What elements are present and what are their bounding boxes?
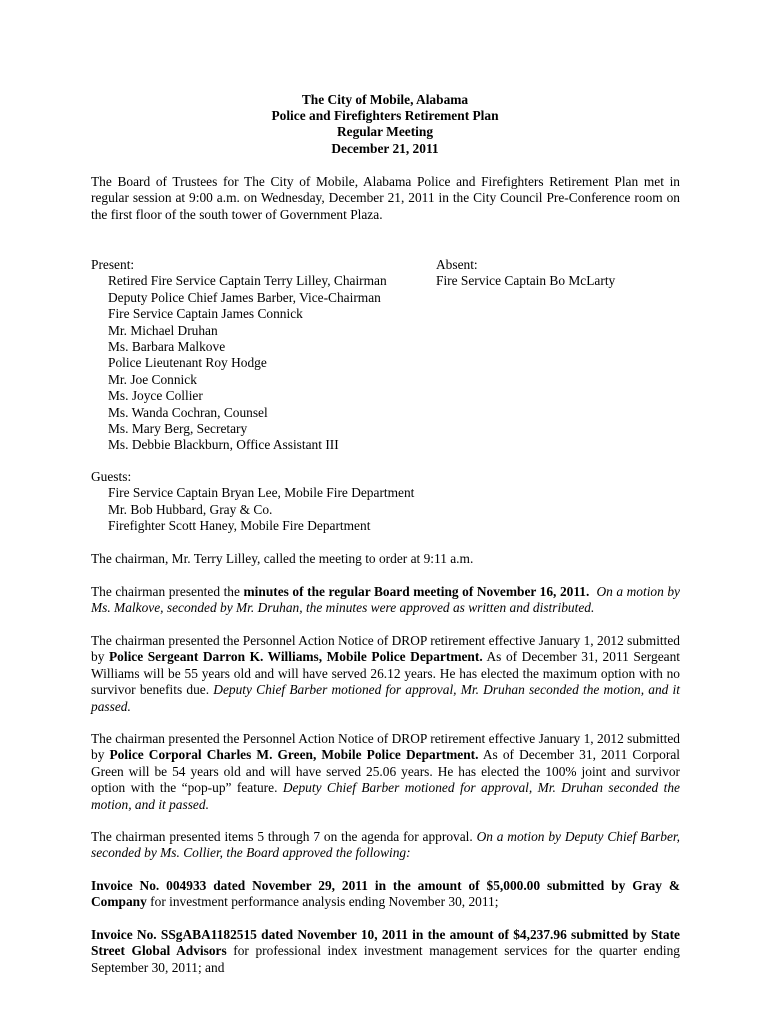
header-city: The City of Mobile, Alabama bbox=[301, 92, 469, 107]
guest-member: Fire Service Captain Bryan Lee, Mobile Fire Department bbox=[108, 485, 415, 501]
drop1-motion: Deputy Chief Barber motioned for approval, Mr. Druhan seconded the motion, and it passed. bbox=[91, 682, 680, 714]
guest-member: Firefighter Scott Haney, Mobile Fire Department bbox=[108, 518, 371, 534]
agenda-pre: The chairman presented items 5 through 7 on the agenda for approval. bbox=[91, 829, 477, 844]
present-list bbox=[91, 273, 421, 453]
present-section bbox=[91, 257, 421, 454]
agenda-paragraph bbox=[91, 829, 680, 862]
guest-member: Mr. Bob Hubbard, Gray & Co. bbox=[108, 501, 273, 517]
invoice-ssga-paragraph bbox=[91, 927, 680, 976]
invoice1-bold: Invoice No. 004933 dated November 29, 2011 in the amount of $5,000.00 submitted by Gray & Company bbox=[91, 878, 680, 910]
call-to-order-text: The chairman, Mr. Terry Lilley, called the meeting to order at 9:11 a.m. bbox=[91, 551, 474, 566]
present-member: Mr. Michael Druhan bbox=[108, 322, 218, 338]
present-member: Retired Fire Service Captain Terry Lilley, Chairman bbox=[108, 273, 387, 289]
drop-green-paragraph bbox=[91, 731, 680, 813]
header-meeting-type: Regular Meeting bbox=[336, 124, 434, 140]
agenda-motion: On a motion by Deputy Chief Barber, seconded by Ms. Collier, the Board approved the following: bbox=[91, 829, 680, 861]
invoice1-post: for investment performance analysis ending November 30, 2011; bbox=[146, 894, 499, 910]
drop1-post: As of December 31, 2011 Sergeant Williams will be 55 years old and will have served 26.12 years. He has elected the maximum option with no survivor benefits due. bbox=[91, 649, 681, 698]
present-label: Present: bbox=[91, 257, 135, 272]
guests-section bbox=[91, 469, 591, 535]
absent-label: Absent: bbox=[436, 257, 478, 272]
minutes-paragraph bbox=[91, 584, 680, 617]
invoice-gray-paragraph bbox=[91, 878, 680, 911]
drop-williams-paragraph bbox=[91, 633, 680, 715]
invoice2-post: for professional index investment management services for the quarter ending September 30, 2011; and bbox=[91, 943, 680, 975]
minutes-pre: The chairman presented the bbox=[91, 584, 244, 599]
absent-list bbox=[436, 273, 686, 289]
absent-section bbox=[436, 257, 686, 290]
present-member: Deputy Police Chief James Barber, Vice-Chairman bbox=[108, 289, 381, 305]
drop2-post: As of December 31, 2011 Corporal Green will be 54 years old and will have served 25.06 years. He has elected the 100% joint and survivor option with the “pop-up” feature. bbox=[91, 747, 680, 796]
present-member: Ms. Mary Berg, Secretary bbox=[108, 421, 248, 437]
drop1-pre: The chairman presented the Personnel Action Notice of DROP retirement effective January 1, 2012 submitted by bbox=[91, 633, 680, 665]
header-plan: Police and Firefighters Retirement Plan bbox=[271, 108, 499, 124]
present-member: Ms. Joyce Collier bbox=[108, 388, 203, 404]
present-member: Police Lieutenant Roy Hodge bbox=[108, 355, 267, 371]
call-to-order-paragraph bbox=[91, 551, 680, 567]
present-member: Fire Service Captain James Connick bbox=[108, 306, 303, 322]
absent-member: Fire Service Captain Bo McLarty bbox=[436, 273, 616, 289]
intro-paragraph bbox=[91, 174, 680, 223]
present-member: Ms. Barbara Malkove bbox=[108, 339, 226, 355]
present-member: Mr. Joe Connick bbox=[108, 371, 197, 387]
drop2-pre: The chairman presented the Personnel Action Notice of DROP retirement effective January 1, 2012 submitted by bbox=[91, 731, 680, 763]
minutes-motion: On a motion by Ms. Malkove, seconded by Mr. Druhan, the minutes were approved as written and distributed. bbox=[91, 584, 680, 616]
intro-text: The Board of Trustees for The City of Mobile, Alabama Police and Firefighters Retirement Plan met in regular session at 9:00 a.m. on Wednesday, December 21, 2011 in the City Council Pre-Conference room on the first floor of the south tower of Government Plaza. bbox=[91, 174, 680, 222]
drop2-bold: Police Corporal Charles M. Green, Mobile Police Department. bbox=[109, 747, 479, 763]
present-member: Ms. Wanda Cochran, Counsel bbox=[108, 404, 268, 420]
invoice2-bold: Invoice No. SSgABA1182515 dated November 10, 2011 in the amount of $4,237.96 submitted by State Street Global Advisors bbox=[91, 927, 680, 959]
drop2-motion: Deputy Chief Barber motioned for approval, Mr. Druhan seconded the motion, and it passed. bbox=[91, 780, 680, 812]
header-date: December 21, 2011 bbox=[331, 140, 439, 156]
guests-list bbox=[91, 485, 591, 534]
minutes-bold: minutes of the regular Board meeting of November 16, 2011. bbox=[243, 584, 590, 599]
guests-label: Guests: bbox=[91, 469, 132, 484]
present-member: Ms. Debbie Blackburn, Office Assistant III bbox=[108, 437, 339, 453]
drop1-bold: Police Sergeant Darron K. Williams, Mobile Police Department. bbox=[108, 649, 483, 665]
document-header bbox=[0, 92, 770, 157]
